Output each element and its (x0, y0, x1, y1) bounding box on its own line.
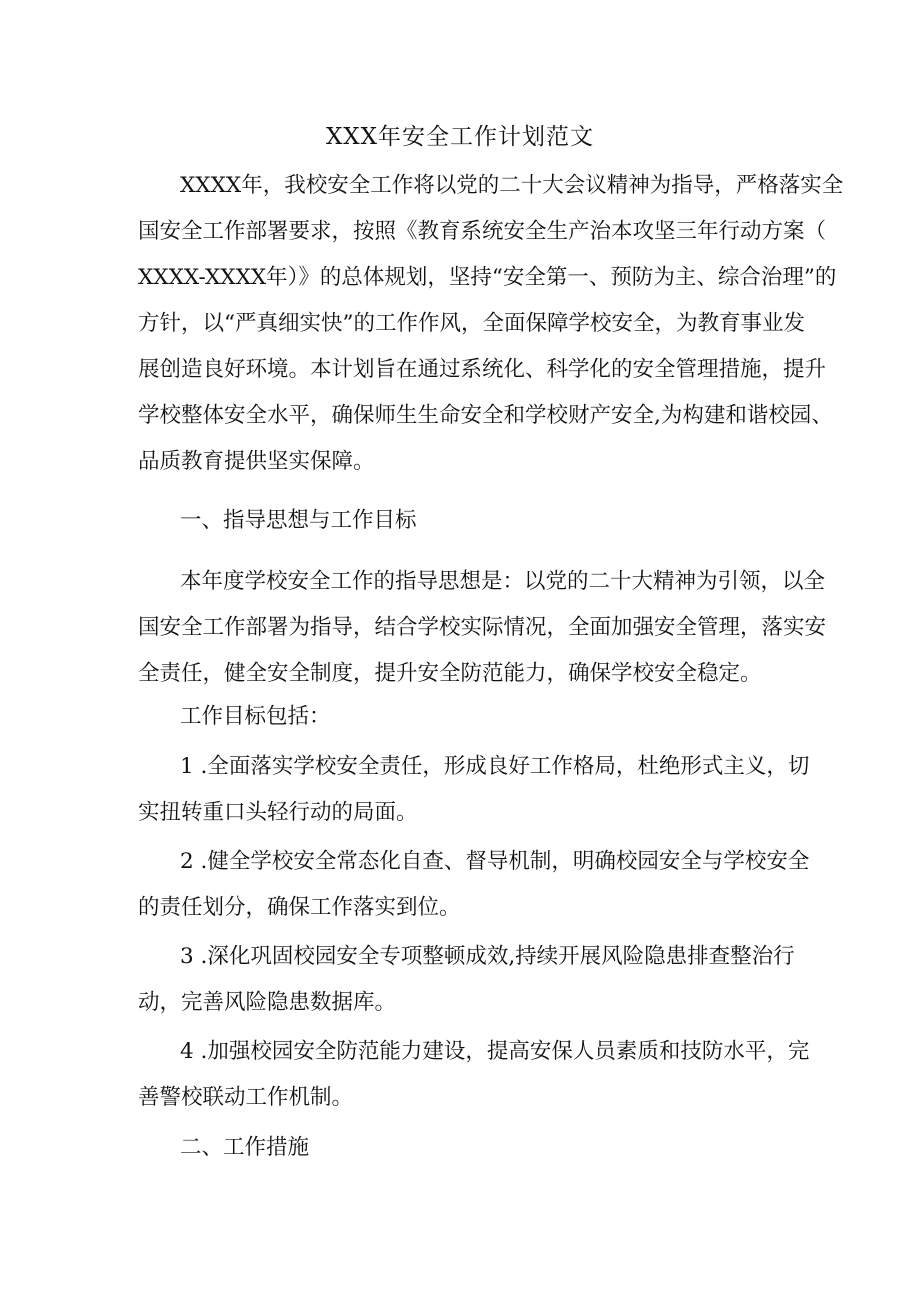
guiding-line-3: 全责任，健全安全制度，提升安全防范能力，确保学校安全稳定。 (138, 661, 762, 686)
intro-line-7: 品质教育提供坚实保障。 (138, 449, 375, 474)
goal-2-line-1: 2 .健全学校安全常态化自查、督导机制，明确校园安全与学校安全 (180, 849, 810, 874)
intro-line-5: 展创造良好环境。本计划旨在通过系统化、科学化的安全管理措施，提升 (138, 357, 827, 382)
goals-intro: 工作目标包括： (180, 704, 331, 729)
section-heading-2: 二、工作措施 (180, 1135, 310, 1160)
goal-1-line-2: 实扭转重口头轻行动的局面。 (138, 800, 418, 825)
goal-2-line-2: 的责任划分，确保工作落实到位。 (138, 895, 461, 920)
intro-line-1: XXXX年，我校安全工作将以党的二十大会议精神为指导，严格落实全 (180, 173, 844, 198)
goal-4-line-2: 善警校联动工作机制。 (138, 1085, 354, 1110)
goal-3-line-1: 3 .深化巩固校园安全专项整顿成效,持续开展风险隐患排查整治行 (180, 944, 795, 969)
goal-4-line-1: 4 .加强校园安全防范能力建设，提高安保人员素质和技防水平，完 (180, 1039, 810, 1064)
goal-3-line-2: 动，完善风险隐患数据库。 (138, 990, 397, 1015)
intro-line-6: 学校整体安全水平，确保师生生命安全和学校财产安全,为构建和谐校园、 (138, 403, 833, 428)
section-heading-1: 一、指导思想与工作目标 (180, 508, 417, 533)
guiding-line-2: 国安全工作部署为指导，结合学校实际情况，全面加强安全管理，落实安 (138, 615, 827, 640)
intro-line-2: 国安全工作部署要求，按照《教育系统安全生产治本攻坚三年行动方案（ (138, 219, 827, 244)
document-title: XXX年安全工作计划范文 (325, 124, 595, 150)
intro-line-4: 方针，以“严真细实快”的工作作风，全面保障学校安全，为教育事业发 (138, 311, 805, 336)
goal-1-line-1: 1 .全面落实学校安全责任，形成良好工作格局，杜绝形式主义，切 (180, 754, 810, 779)
intro-line-3: XXXX-XXXX年）》的总体规划，坚持“安全第一、预防为主、综合治理”的 (138, 265, 837, 290)
guiding-line-1: 本年度学校安全工作的指导思想是：以党的二十大精神为引领，以全 (180, 569, 826, 594)
